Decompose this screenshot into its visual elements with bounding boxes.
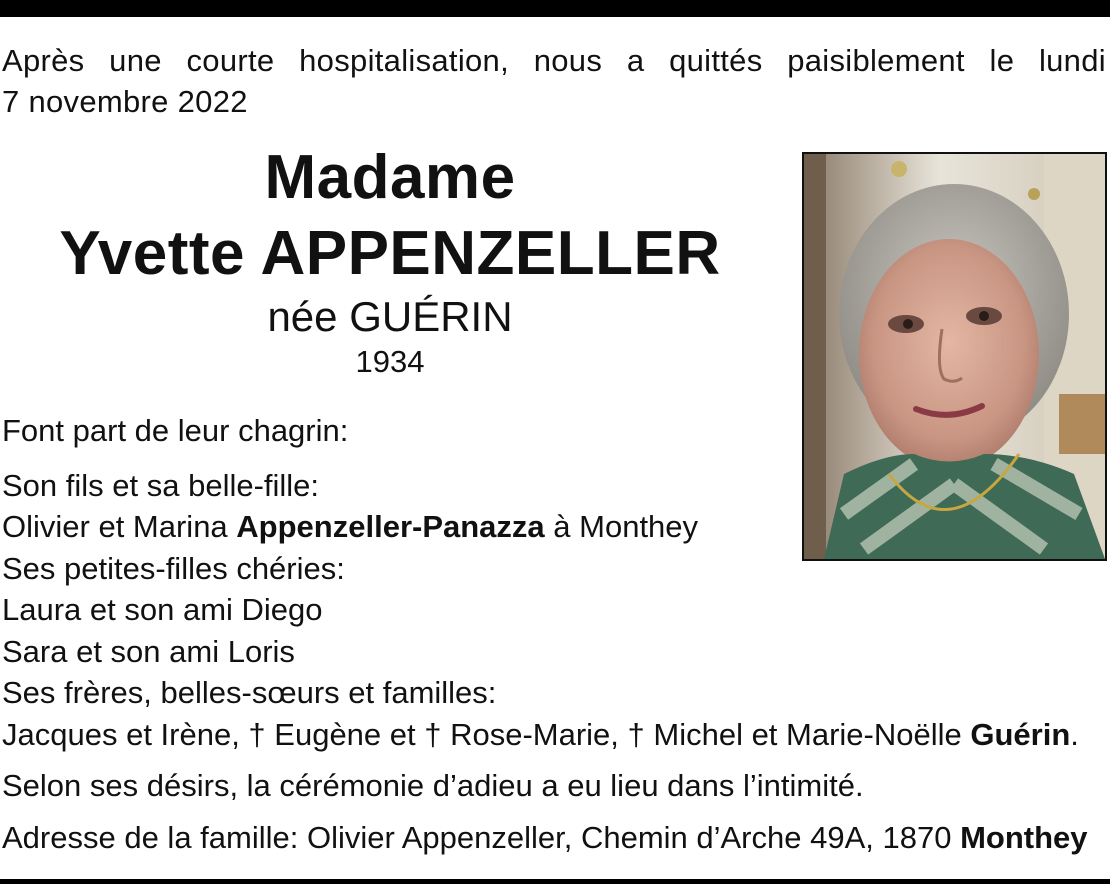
intro-word: paisiblement xyxy=(787,43,965,78)
son-location: à Monthey xyxy=(544,509,699,544)
siblings-names: Jacques et Irène, † Eugène et † Rose-Marie, † Michel et Marie-Noëlle xyxy=(2,716,971,752)
intro-word: Après xyxy=(2,43,85,78)
granddaughters-heading: Ses petites-filles chéries: xyxy=(2,550,345,586)
siblings-end: . xyxy=(1070,716,1079,752)
son-line xyxy=(2,506,1108,548)
granddaughter-1: Laura et son ami Diego xyxy=(2,592,323,627)
intro-word: nous xyxy=(533,43,603,78)
deceased-name-block xyxy=(0,140,780,382)
family-address xyxy=(2,817,1108,859)
intro-word: le xyxy=(989,43,1015,78)
address-city: Monthey xyxy=(960,819,1088,855)
siblings-line xyxy=(2,714,1108,756)
maiden-name: née GUÉRIN xyxy=(267,293,513,340)
top-rule xyxy=(0,0,1110,17)
intro-date: 7 novembre 2022 xyxy=(2,84,248,119)
deceased-full-name: Yvette APPENZELLER xyxy=(59,219,721,288)
siblings-heading: Ses frères, belles-sœurs et familles: xyxy=(2,675,497,710)
son-heading: Son fils et sa belle-fille: xyxy=(2,467,320,503)
family-heading: Font part de leur chagrin: xyxy=(2,413,349,448)
granddaughter-2: Sara et son ami Loris xyxy=(2,633,295,669)
intro-word: lundi xyxy=(1038,43,1106,78)
intro-word: hospitalisation, xyxy=(299,43,510,78)
son-surname: Appenzeller-Panazza xyxy=(236,509,545,544)
intro-word: quittés xyxy=(669,43,763,78)
family-section xyxy=(2,410,1108,858)
intro-word: a xyxy=(626,43,645,78)
intro-word: courte xyxy=(186,43,275,78)
birth-year: 1934 xyxy=(355,344,425,379)
son-names: Olivier et Marina xyxy=(2,509,237,544)
address-text: Adresse de la famille: Olivier Appenzeller, Chemin d’Arche 49A, 1870 xyxy=(2,819,961,855)
intro-word: une xyxy=(109,43,162,78)
ceremony-note: Selon ses désirs, la cérémonie d’adieu a eu lieu dans l’intimité. xyxy=(2,768,864,803)
honorific: Madame xyxy=(264,143,516,212)
intro-paragraph xyxy=(2,40,1106,122)
intro-line-1 xyxy=(2,40,1106,81)
siblings-surname: Guérin xyxy=(970,716,1071,752)
bottom-rule xyxy=(0,879,1110,884)
